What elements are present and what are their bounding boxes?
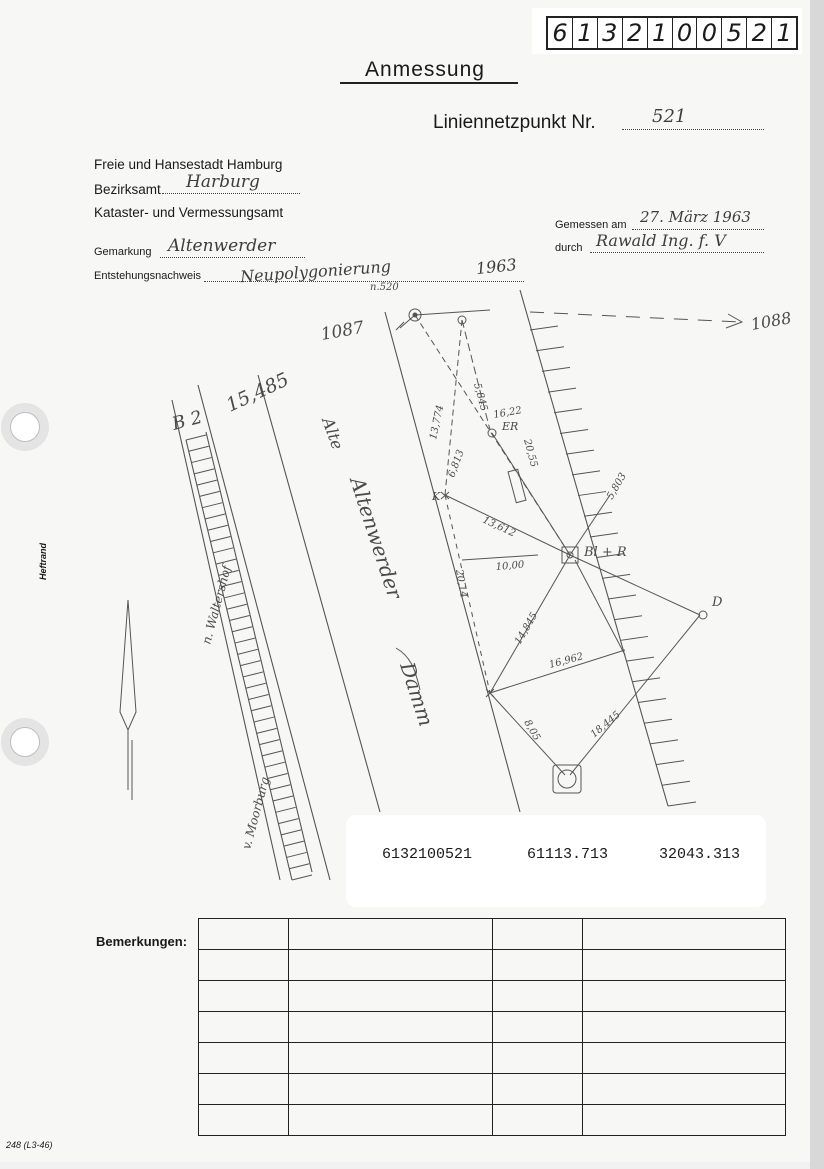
survey-line [415,310,490,315]
bank-tick [548,388,576,392]
rail-tick [227,604,247,609]
rail-tick [254,717,274,722]
table-cell[interactable] [583,981,786,1012]
point-marker [396,315,415,330]
table-row [199,919,786,950]
label-damm: Damm [395,659,439,730]
table-cell[interactable] [288,981,493,1012]
remarks-table [198,918,786,1136]
label-k: K [432,490,441,503]
rail-tick [202,503,222,508]
number-digit: 6 [548,18,573,48]
table-cell[interactable] [583,1012,786,1043]
org-name: Freie und Hansestadt Hamburg [94,157,283,172]
label-1000: 10,00 [495,559,525,573]
rail-tick [235,638,255,643]
rail-tick [270,785,290,790]
label-1087: 1087 [319,317,366,345]
label-n520: n.520 [370,282,399,293]
label-6813: 6,813 [446,448,467,480]
gemarkung-label: Gemarkung [94,246,152,258]
rail-tick [251,706,271,711]
rail-tick [243,672,263,677]
table-row [199,1074,786,1105]
table-cell[interactable] [583,950,786,981]
survey-line-to-1088 [530,312,740,322]
label-b2: B 2 [169,406,205,435]
table-cell[interactable] [493,981,583,1012]
rail-tick [292,875,312,880]
bank-tick [620,636,648,640]
rail-tick [259,740,279,745]
dike-line [258,375,380,812]
bank-tick [662,781,690,785]
label-alte: Alte [318,414,348,452]
table-cell[interactable] [583,919,786,950]
gemessen-label: Gemessen am [555,219,627,231]
rail-tick [273,796,293,801]
rail-tick [205,514,225,519]
rail-tick [240,661,260,666]
rail-tick [197,480,217,485]
bank-tick [626,657,654,661]
bank-tick [668,802,696,806]
rail-tick [265,762,285,767]
bank-tick [608,595,636,599]
table-row [199,950,786,981]
rail-tick [281,830,301,835]
rail-tick [289,864,309,869]
label-d: D [712,595,723,610]
rail-tick [213,548,233,553]
table-row [199,1012,786,1043]
table-cell[interactable] [583,1074,786,1105]
table-cell[interactable] [493,1074,583,1105]
label-805: 8,05 [521,718,543,743]
survey-line [575,560,625,655]
rail-tick [189,446,209,451]
bank-tick [536,347,564,351]
table-cell[interactable] [288,950,493,981]
table-cell[interactable] [288,1105,493,1136]
table-cell[interactable] [493,1043,583,1074]
point-cross [486,689,494,697]
table-cell[interactable] [583,1105,786,1136]
label-13774: 13,774 [428,404,447,441]
bank-tick [578,492,606,496]
table-cell[interactable] [288,1012,493,1043]
rail-tick [262,751,282,756]
label-moorburg: v. Moorburg [239,775,273,851]
rail-tick [216,559,236,564]
bank-tick [650,740,678,744]
coordinate-x: 61113.713 [527,846,609,863]
point-521 [553,765,581,793]
rail-tick [191,458,211,463]
table-cell[interactable] [199,981,289,1012]
bank-tick [644,719,672,723]
point-521-circle [558,770,576,788]
coordinate-y: 32043.313 [659,846,741,863]
rail-tick [200,491,220,496]
label-5803: 5,803 [605,471,629,502]
table-row [199,1105,786,1136]
bank-tick [566,450,594,454]
liniennetzpunkt-value: 521 [652,106,687,127]
bank-tick [656,761,684,765]
label-15485: 15,485 [222,368,293,417]
form-code: 248 (L3-46) [6,1140,53,1150]
bezirksamt-label: Bezirksamt [94,182,161,197]
label-18445: 18,445 [588,709,623,741]
page-title: Anmessung [365,58,485,81]
label-16962: 16,962 [547,651,585,671]
rail-tick [268,773,288,778]
bank-tick [554,409,582,413]
number-digit: 5 [722,18,747,48]
rail-tick [229,616,249,621]
bank-tick [542,367,570,371]
survey-line [570,555,700,615]
gemessen-value: 27. März 1963 [640,208,751,226]
number-digit: 3 [598,18,623,48]
bank-tick [638,699,666,703]
label-2055: 20,55 [521,437,540,469]
rail-tick [257,728,277,733]
bank-tick [614,616,642,620]
table-cell[interactable] [288,1074,493,1105]
label-waltershof: n. Waltershof [199,564,234,646]
office-name: Kataster- und Vermessungsamt [94,205,284,220]
table-cell[interactable] [288,1043,493,1074]
survey-line [462,320,490,430]
bank-tick [572,471,600,475]
point-rect-marker [508,469,526,502]
table-cell[interactable] [199,1105,289,1136]
rail-tick [246,683,266,688]
table-cell[interactable] [493,1012,583,1043]
entstehungsnachweis-value: Neupolygonierung [239,256,392,287]
table-cell[interactable] [493,1105,583,1136]
number-digit: 1 [776,19,792,47]
liniennetzpunkt-label: Liniennetzpunkt Nr. [433,112,596,133]
survey-line [490,650,625,693]
rail-line [186,440,292,880]
bank-tick [590,533,618,537]
rail-tick [186,435,206,440]
label-2014: 20,14 [453,568,469,599]
rail-tick [238,649,258,654]
label-14845: 14,845 [513,610,541,647]
rail-tick [287,852,307,857]
number-digit: 1 [648,18,673,48]
bank-tick [530,326,558,330]
entstehungsnachweis-label: Entstehungsnachweis [94,270,202,282]
label-1622: 16,22 [492,405,523,421]
north-arrow-icon [120,600,136,730]
rail-tick [194,469,214,474]
table-row [199,981,786,1012]
label-blr: Bl + R [584,545,627,560]
label-er: ER [502,420,519,433]
number-digit: 0 [697,18,722,48]
rail-tick [284,841,304,846]
bezirksamt-value: Harburg [186,172,260,192]
heftrand-label: Heftrand [38,542,48,580]
coordinate-point-id: 6132100521 [382,846,473,863]
durch-label: durch [555,242,583,254]
table-cell[interactable] [493,919,583,950]
table-row [199,1043,786,1074]
coordinate-row [382,846,740,863]
durch-value: Rawald Ing. f. V [596,231,726,250]
bank-ticks [530,326,696,806]
point-d [699,611,707,619]
label-13612: 13,612 [480,514,518,540]
number-digit: 1 [573,18,598,48]
number-digit: 2 [623,18,648,48]
rail-tick [249,694,269,699]
label-5845: 5,845 [471,381,490,413]
bank-tick [560,429,588,433]
entstehungsnachweis-year: 1963 [475,254,518,279]
rail-tick [276,807,296,812]
gemarkung-value: Altenwerder [168,236,276,256]
label-altenwerder: Altenwerder [345,474,408,602]
table-cell[interactable] [493,950,583,981]
rail-tick [224,593,244,598]
table-cell[interactable] [199,1012,289,1043]
remarks-label: Bemerkungen: [96,934,188,949]
rail-tick [232,627,252,632]
table-cell[interactable] [583,1043,786,1074]
table-cell[interactable] [199,1074,289,1105]
survey-line [570,615,700,775]
table-cell[interactable] [199,950,289,981]
table-cell[interactable] [288,919,493,950]
label-1088: 1088 [749,308,793,334]
number-digit: 0 [673,18,698,48]
number-digit: 2 [747,18,772,48]
table-cell[interactable] [199,919,289,950]
rail-tick [210,537,230,542]
rail-tick [208,525,228,530]
rail-tick [278,819,298,824]
survey-line [462,555,538,560]
table-cell[interactable] [199,1043,289,1074]
